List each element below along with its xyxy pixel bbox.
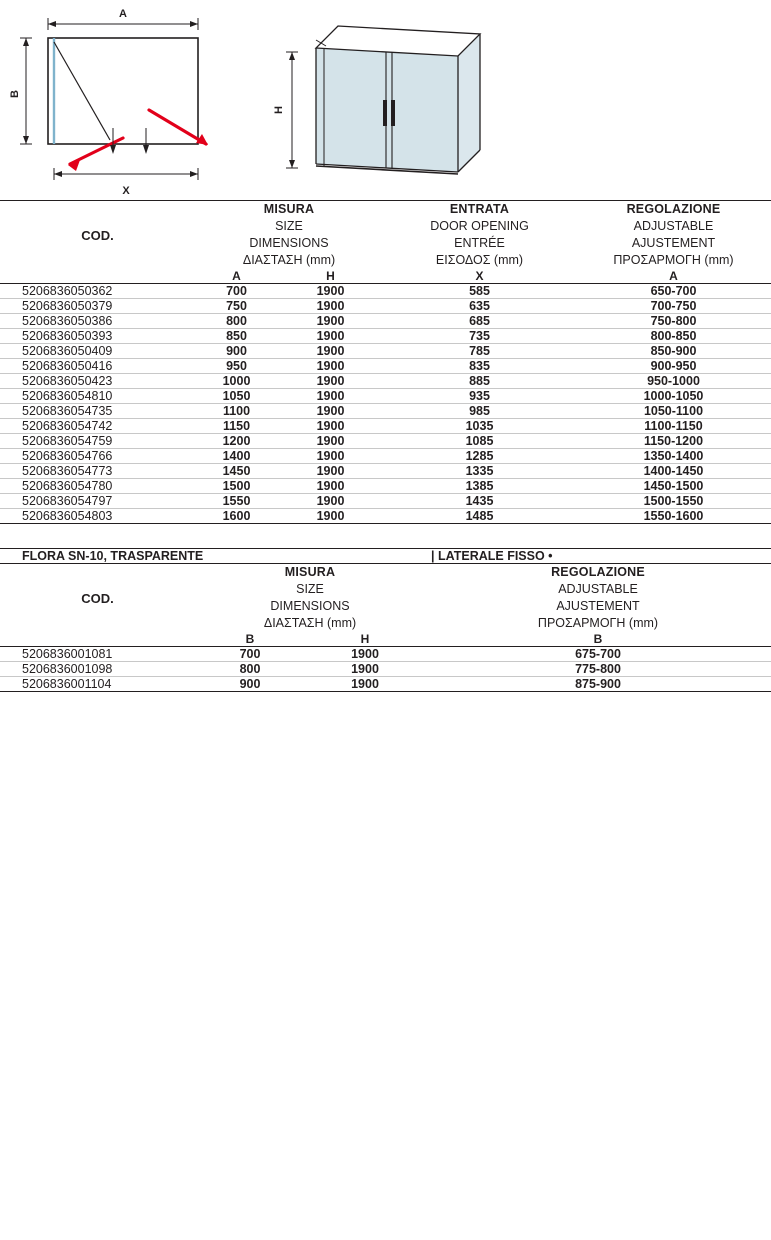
- row-x: 1085: [465, 434, 494, 448]
- row-x: 1285: [465, 449, 494, 463]
- plan-label-a: A: [119, 8, 127, 20]
- row-adj: 650-700: [650, 284, 697, 298]
- plan-label-b: B: [10, 90, 21, 98]
- table-row: [0, 344, 771, 359]
- header-regolazione: [576, 201, 771, 270]
- row-x: 1485: [465, 509, 494, 523]
- row-h: 1900: [316, 359, 345, 373]
- header-misura2-l1: MISURA: [284, 565, 336, 579]
- row-h: 1900: [316, 344, 345, 358]
- row-adj: 1050-1100: [643, 404, 704, 418]
- row-adj: 1550-1600: [643, 509, 704, 523]
- row-h: 1900: [316, 479, 345, 493]
- row-a: 950: [226, 359, 247, 373]
- header-misura-l3: DIMENSIONS: [249, 236, 329, 250]
- row-a: 750: [226, 299, 247, 313]
- row-x: 1435: [465, 494, 494, 508]
- row-b: 700: [239, 647, 261, 661]
- header-cod-2: COD.: [81, 590, 114, 606]
- row-h: 1900: [316, 284, 345, 298]
- row-code: 5206836054773: [22, 464, 113, 478]
- row-a: 700: [226, 284, 247, 298]
- row-h: 1900: [316, 329, 345, 343]
- row-code: 5206836054803: [22, 509, 113, 523]
- row-h: 1900: [316, 299, 345, 313]
- row-adj: 1500-1550: [643, 494, 704, 508]
- row-adj: 700-750: [650, 299, 697, 313]
- plan-view-diagram: [10, 2, 240, 203]
- row-a: 1100: [222, 404, 251, 418]
- row-h: 1900: [316, 419, 345, 433]
- row-x: 1035: [465, 419, 494, 433]
- table-row: [0, 329, 771, 344]
- row-adj: 900-950: [650, 359, 697, 373]
- row-a: 1150: [222, 419, 251, 433]
- row-adj: 775-800: [575, 662, 621, 676]
- row-x: 1335: [465, 464, 494, 478]
- header-misura2-l4: ΔΙΑΣΤΑΣΗ (mm): [263, 616, 357, 630]
- header-entrata-l1: ENTRATA: [449, 202, 510, 216]
- table-row: [0, 299, 771, 314]
- row-code: 5206836054735: [22, 404, 113, 418]
- iso-label-h: H: [273, 106, 285, 114]
- header-misura-2: [195, 564, 425, 633]
- table-row: [0, 434, 771, 449]
- spec-table-main: [0, 200, 771, 524]
- row-adj: 1150-1200: [643, 434, 704, 448]
- row-code: 5206836054759: [22, 434, 113, 448]
- row-a: 1200: [222, 434, 251, 448]
- table-row: [0, 677, 771, 692]
- row-adj: 750-800: [650, 314, 697, 328]
- header-misura-l4: ΔΙΑΣΤΑΣΗ (mm): [242, 253, 336, 267]
- row-x: 635: [469, 299, 490, 313]
- subheader2-h: H: [360, 632, 370, 646]
- table2-header-row: [0, 564, 771, 633]
- row-x: 735: [469, 329, 490, 343]
- plan-label-x: X: [122, 185, 130, 197]
- row-adj: 675-700: [575, 647, 621, 661]
- row-code: 5206836050423: [22, 374, 113, 388]
- table1-subheader-row: [0, 269, 771, 284]
- header-misura-l2: SIZE: [275, 219, 303, 233]
- isometric-enclosure-diagram: [268, 0, 528, 201]
- row-a: 800: [226, 314, 247, 328]
- row-code: 5206836050393: [22, 329, 113, 343]
- table-row: [0, 404, 771, 419]
- row-adj: 1450-1500: [643, 479, 704, 493]
- row-code: 5206836050379: [22, 299, 113, 313]
- header-regolazione2-l1: REGOLAZIONE: [551, 565, 645, 579]
- row-h: 1900: [316, 404, 345, 418]
- table-row: [0, 359, 771, 374]
- row-adj: 1100-1150: [644, 419, 703, 433]
- row-code: 5206836001081: [22, 647, 113, 661]
- row-adj: 1400-1450: [643, 464, 704, 478]
- row-b: 800: [239, 662, 261, 676]
- row-h: 1900: [316, 464, 345, 478]
- row-a: 1600: [222, 509, 251, 523]
- header-regolazione-l3: AJUSTEMENT: [631, 236, 716, 250]
- row-a: 850: [226, 329, 247, 343]
- row-x: 835: [469, 359, 490, 373]
- row-a: 1450: [222, 464, 251, 478]
- row-a: 1050: [222, 389, 251, 403]
- row-x: 785: [469, 344, 490, 358]
- row-code: 5206836054797: [22, 494, 113, 508]
- subheader-adj: A: [669, 269, 678, 283]
- row-adj: 800-850: [650, 329, 697, 343]
- header-regolazione-2: [425, 564, 771, 633]
- variant-header-row: [0, 549, 771, 564]
- row-x: 685: [469, 314, 490, 328]
- row-code: 5206836054742: [22, 419, 113, 433]
- row-code: 5206836054810: [22, 389, 113, 403]
- row-x: 1385: [465, 479, 494, 493]
- spec-table-side-panel: [0, 548, 771, 692]
- table-row: [0, 389, 771, 404]
- header-misura-l1: MISURA: [263, 202, 315, 216]
- row-adj: 875-900: [575, 677, 621, 691]
- header-regolazione2-l4: ΠΡΟΣΑΡΜΟΓΗ (mm): [537, 616, 659, 630]
- table-row: [0, 284, 771, 299]
- row-code: 5206836001098: [22, 662, 113, 676]
- row-x: 985: [469, 404, 490, 418]
- row-h: 1900: [316, 314, 345, 328]
- subheader2-blank: [0, 632, 195, 647]
- header-entrata-l4: ΕΙΣΟΔΟΣ (mm): [435, 253, 524, 267]
- header-entrata-l3: ENTRÉE: [454, 236, 505, 250]
- row-x: 885: [469, 374, 490, 388]
- header-misura2-l3: DIMENSIONS: [270, 599, 350, 613]
- row-code: 5206836054780: [22, 479, 113, 493]
- row-h: 1900: [316, 374, 345, 388]
- subheader-blank: [0, 269, 195, 284]
- table-row: [0, 314, 771, 329]
- row-h: 1900: [316, 389, 345, 403]
- row-a: 1550: [222, 494, 251, 508]
- subheader2-adj: B: [593, 632, 603, 646]
- header-entrata: [383, 201, 576, 270]
- table-row: [0, 662, 771, 677]
- row-x: 935: [469, 389, 490, 403]
- row-code: 5206836054766: [22, 449, 113, 463]
- row-b: 900: [239, 677, 261, 691]
- diagram-area: [0, 0, 771, 200]
- table-row: [0, 464, 771, 479]
- row-h: 1900: [316, 449, 345, 463]
- row-adj: 1000-1050: [643, 389, 704, 403]
- row-a: 1000: [222, 374, 251, 388]
- table-row: [0, 479, 771, 494]
- row-h: 1900: [351, 647, 379, 661]
- subheader-x: X: [475, 269, 484, 283]
- row-code: 5206836001104: [22, 677, 112, 691]
- row-h: 1900: [316, 509, 345, 523]
- table-row: [0, 374, 771, 389]
- row-h: 1900: [351, 677, 379, 691]
- row-h: 1900: [316, 434, 345, 448]
- row-code: 5206836050362: [22, 284, 113, 298]
- header-regolazione-l2: ADJUSTABLE: [633, 219, 714, 233]
- subheader-h: H: [326, 269, 335, 283]
- row-adj: 1350-1400: [643, 449, 704, 463]
- row-a: 1400: [222, 449, 251, 463]
- row-a: 900: [226, 344, 247, 358]
- variant-label-right: | LATERALE FISSO •: [431, 549, 553, 563]
- row-x: 585: [469, 284, 490, 298]
- row-adj: 850-900: [650, 344, 697, 358]
- row-h: 1900: [316, 494, 345, 508]
- table-row: [0, 449, 771, 464]
- row-code: 5206836050409: [22, 344, 113, 358]
- table-row: [0, 419, 771, 434]
- variant-label-left: FLORA SN-10, TRASPARENTE: [22, 549, 204, 563]
- table1-header-row: [0, 201, 771, 270]
- header-misura2-l2: SIZE: [296, 582, 324, 596]
- header-entrata-l2: DOOR OPENING: [430, 219, 529, 233]
- header-regolazione2-l2: ADJUSTABLE: [558, 582, 638, 596]
- row-code: 5206836050416: [22, 359, 113, 373]
- row-adj: 950-1000: [647, 374, 700, 388]
- header-cod: COD.: [81, 227, 114, 243]
- section-spacer: [0, 524, 771, 548]
- table-row: [0, 647, 771, 662]
- header-regolazione-l1: REGOLAZIONE: [626, 202, 721, 216]
- header-misura: [195, 201, 383, 270]
- row-a: 1500: [222, 479, 251, 493]
- table-row: [0, 509, 771, 524]
- subheader2-b: B: [245, 632, 255, 646]
- header-regolazione2-l3: AJUSTEMENT: [556, 599, 640, 613]
- subheader-a: A: [232, 269, 241, 283]
- row-h: 1900: [351, 662, 379, 676]
- row-code: 5206836050386: [22, 314, 113, 328]
- table2-subheader-row: [0, 632, 771, 647]
- header-regolazione-l4: ΠΡΟΣΑΡΜΟΓΗ (mm): [613, 253, 734, 267]
- table-row: [0, 494, 771, 509]
